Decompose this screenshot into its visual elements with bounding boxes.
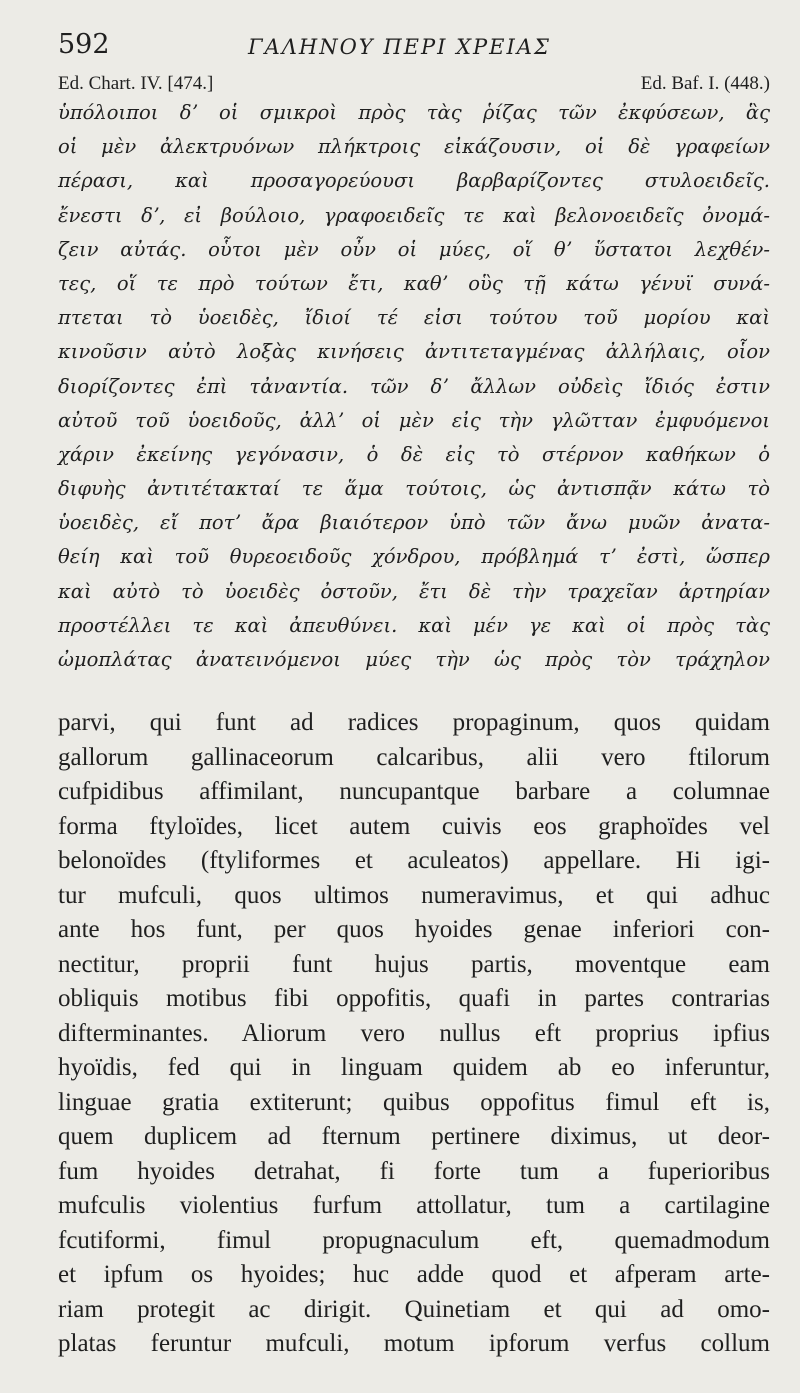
greek-line: θείη καὶ τοῦ θυρεοειδοῦς χόνδρου, πρόβλημά τʼ ἐστὶ, ὥσπερ: [58, 545, 770, 569]
latin-line: fum hyoides detrahat, fi forte tum a fuperioribus: [58, 1157, 770, 1185]
latin-line: forma ftyloïdes, licet autem cuivis eos graphoïdes vel: [58, 812, 770, 840]
greek-line: πέρασι, καὶ προσαγορεύουσι βαρβαρίζοντες στυλοειδεῖς.: [58, 169, 770, 193]
latin-line: mufculis violentius furfum attollatur, tum a cartilagine: [58, 1192, 770, 1219]
latin-line: quem duplicem ad fternum pertinere diximus, ut deor-: [58, 1123, 770, 1150]
latin-line: hyoïdis, fed qui in linguam quidem ab eo inferuntur,: [58, 1054, 770, 1081]
greek-line: ζειν αὐτάς. οὗτοι μὲν οὖν οἱ μύες, οἵ θʼ ὕστατοι λεχθέν-: [58, 237, 770, 261]
page-number: 592: [58, 29, 110, 60]
greek-line: καὶ αὐτὸ τὸ ὑοειδὲς ὀστοῦν, ἔτι δὲ τὴν τραχεῖαν ἀρτηρίαν: [58, 579, 770, 603]
latin-line: riam protegit ac dirigit. Quinetiam et qui ad omo-: [58, 1295, 770, 1323]
running-title: ΓΑΛΗΝΟΥ ΠΕΡΙ ΧΡΕΙΑΣ: [248, 35, 551, 59]
latin-line: gallorum gallinaceorum calcaribus, alii vero ftilorum: [58, 743, 770, 771]
greek-line: ὑπόλοιποι δʼ οἱ σμικροὶ πρὸς τὰς ῥίζας τῶν ἐκφύσεων, ἃς: [58, 101, 770, 124]
edition-chart-reference: Ed. Chart. IV. [474.]: [58, 73, 214, 94]
greek-line: οἱ μὲν ἀλεκτρυόνων πλήκτροις εἰκάζουσιν, οἱ δὲ γραφείων: [58, 135, 770, 159]
latin-line: nectitur, proprii funt hujus partis, moventque eam: [58, 950, 770, 978]
latin-line: belonoïdes (ftyliformes et aculeatos) appellare. Hi igi-: [58, 847, 770, 874]
latin-line: parvi, qui funt ad radices propaginum, quos quidam: [58, 709, 770, 736]
greek-line: προστέλλει τε καὶ ἀπευθύνει. καὶ μέν γε καὶ οἱ πρὸς τὰς: [58, 613, 770, 637]
latin-line: fcutiformi, fimul propugnaculum eft, quemadmodum: [58, 1226, 770, 1254]
greek-line: διορίζοντες ἐπὶ τἀναντία. τῶν δʼ ἄλλων οὐδεὶς ἴδιός ἐστιν: [58, 374, 770, 398]
edition-references: [58, 72, 770, 96]
greek-line: κινοῦσιν αὐτὸ λοξὰς κινήσεις ἀντιτεταγμένας ἀλλήλαις, οἷον: [58, 340, 770, 364]
greek-line: τες, οἵ τε πρὸ τούτων ἔτι, καθʼ οὓς τῇ κάτω γένυϊ συνά-: [58, 271, 770, 295]
greek-line: διφυὴς ἀντιτέτακταί τε ἅμα τούτοις, ὡς ἀντισπᾷν κάτω τὸ: [58, 477, 770, 501]
greek-line: χάριν ἐκείνης γεγόνασιν, ὁ δὲ εἰς τὸ στέρνον καθήκων ὁ: [58, 442, 770, 466]
greek-line: ὑοειδὲς, εἴ ποτʼ ἄρα βιαιότερον ὑπὸ τῶν ἄνω μυῶν ἀνατα-: [58, 511, 770, 535]
latin-line: obliquis motibus fibi oppofitis, quafi in partes contrarias: [58, 985, 770, 1012]
latin-line: linguae gratia extiterunt; quibus oppofitus fimul eft is,: [58, 1088, 770, 1116]
latin-line: et ipfum os hyoides; huc adde quod et afperam arte-: [58, 1261, 770, 1288]
edition-basel-reference: Ed. Baf. I. (448.): [640, 73, 770, 94]
greek-line: αὐτοῦ τοῦ ὑοειδοῦς, ἀλλʼ οἱ μὲν εἰς τὴν γλῶτταν ἐμφυόμενοι: [58, 408, 770, 432]
greek-line: ἔνεστι δʼ, εἰ βούλοιο, γραφοειδεῖς τε καὶ βελονοειδεῖς ὀνομά-: [58, 203, 770, 227]
greek-line: ὠμοπλάτας ἀνατεινόμενοι μύες τὴν ὡς πρὸς τὸν τράχηλον: [58, 648, 770, 671]
latin-translation: [58, 706, 770, 1362]
greek-text: [58, 96, 770, 677]
latin-line: ante hos funt, per quos hyoides genae inferiori con-: [58, 916, 770, 943]
greek-line: πτεται τὸ ὑοειδὲς, ἴδιοί τέ εἰσι τούτου τοῦ μορίου καὶ: [58, 306, 770, 330]
page-header: [58, 30, 748, 66]
latin-line: tur mufculi, quos ultimos numeravimus, et qui adhuc: [58, 881, 770, 909]
latin-line: platas feruntur mufculi, motum ipforum verfus collum: [58, 1330, 770, 1357]
latin-line: cufpidibus affimilant, nuncupantque barbare a columnae: [58, 778, 770, 805]
latin-line: difterminantes. Aliorum vero nullus eft proprius ipfius: [58, 1019, 770, 1047]
